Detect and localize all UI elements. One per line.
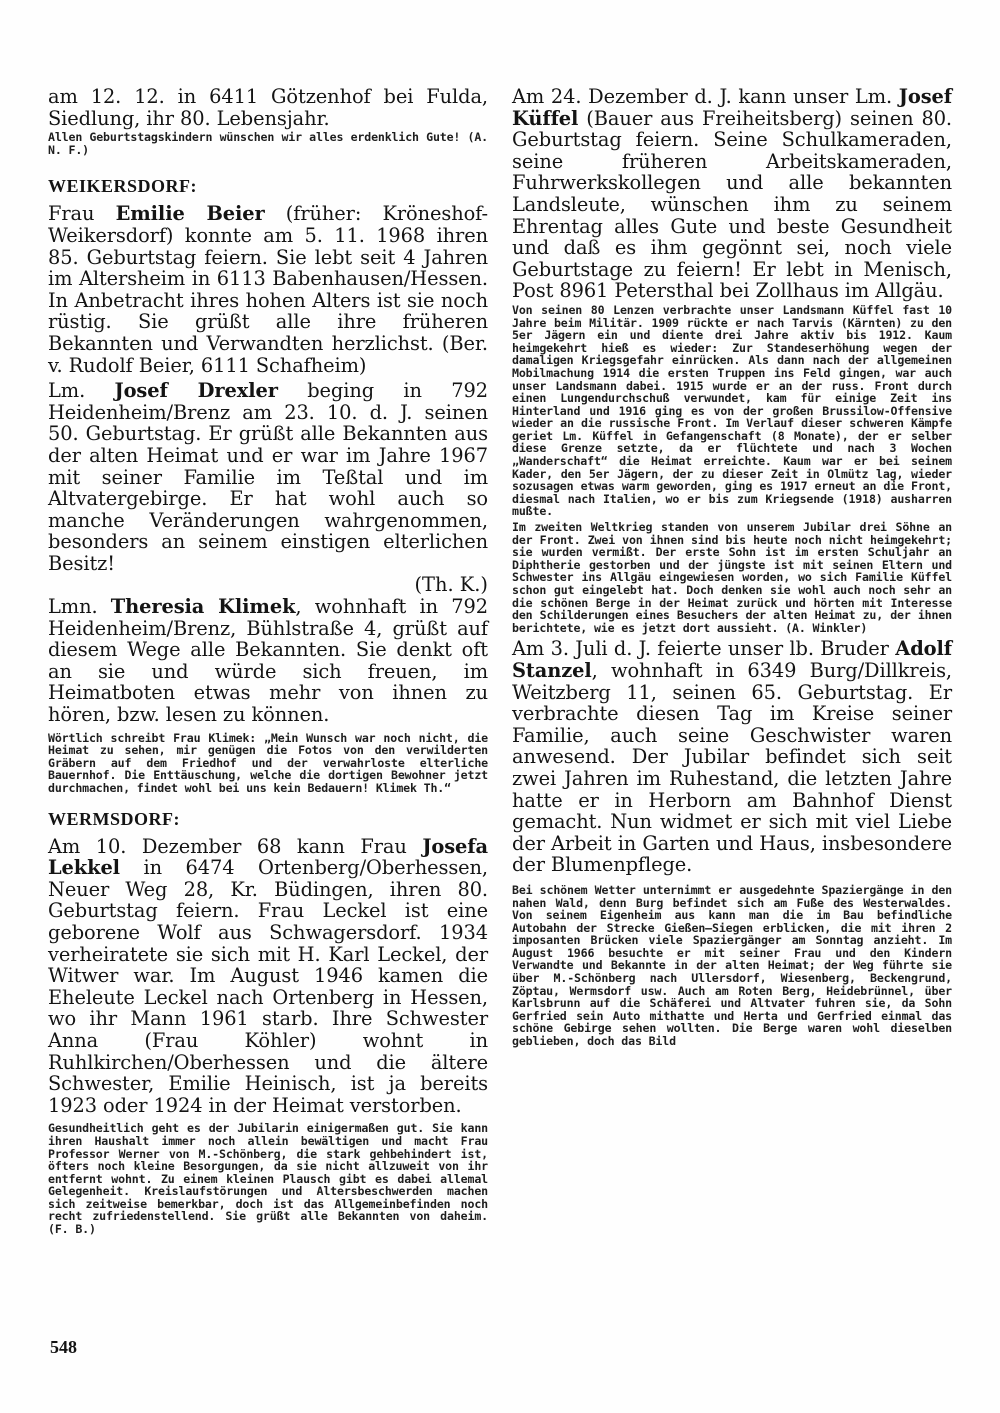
name-josef-drexler: Josef Drexler: [114, 379, 278, 403]
paragraph-josef-kueffel: Am 24. Dezember d. J. kann unser Lm. Josef Küffel (Bauer aus Freiheitsberg) seinen 80. Geburtstag feiern. Seine Schulkameraden, seine früheren Arbeitskameraden, Fuhrwerkskollegen und alle bekannten Landsleute, wünschen ihm zu seinem Ehrentag alles Gute und beste Gesundheit und daß es ihm gegönnt sei, noch viele Geburtstage zu feiern! Er lebt in Menisch, Post 8961 Petersthal bei Zollhaus im Allgäu.: [512, 85, 952, 303]
paragraph-gesundheit: Gesundheitlich geht es der Jubilarin einigermaßen gut. Sie kann ihren Haushalt immer noch allein bewältigen und macht Frau Professor Werner von M.-Schönberg, die stark gehbehindert ist, öfters noch kleine Besorgungen, da sie nicht allzuweit von ihr entfernt wohnt. Zu einem kleinen Plausch gibt es dabei allemal Gelegenheit. Kreislaufstörungen und Altersbeschwerden machen sich zeitweise bemerkbar, doch ist das Allgemeinbefinden noch recht zufriedenstellend. Sie grüßt alle Bekannten von daheim. (F. B.): [48, 1121, 488, 1237]
paragraph-goetzenhof: am 12. 12. in 6411 Götzenhof bei Fulda, Siedlung, ihr 80. Lebensjahr.: [48, 85, 488, 130]
right-column: [512, 86, 952, 1051]
paragraph-kueffel-military: Von seinen 80 Lenzen verbrachte unser Landsmann Küffel fast 10 Jahre beim Militär. 1909 rückte er nach Tarvis (Kärnten) zu den 5er Jägern ein und diente drei Jahre aktiv bis 1912. Kaum heimgekehrt hieß es wieder: Zur Standeserhöhung wegen der damaligen Kriegsgefahr einrücken. Als dann nach der allgemeinen Mobilmachung 1914 die ersten Truppen ins Feld gingen, war auch unser Landsmann dabei. 1915 wurde er an der russ. Front durch einen Lungendurchschuß verwundet, kam für einige Zeit ins Hinterland und 1916 ging es von der großen Brussilow-Offensive wieder an die russische Front. Im Verlauf dieser schweren Kämpfe geriet Lm. Küffel in Gefangenschaft (8 Monate), der er selber diese Grenze setzte, da er flüchtete und nach 3 Wochen „Wanderschaft“ die Heimat erreichte. Kaum war er bei seinem Kader, den 5er Jägern, der zu dieser Zeit in Olmütz lag, wieder sozusagen etwas warm geworden, ging es 1917 erneut an die Front, diesmal nach Italien, wo er bis zum Kriegsende (1918) ausharren mußte.: [512, 302, 952, 519]
page-number: 548: [50, 1337, 77, 1357]
paragraph-theresia-klimek: Lmn. Theresia Klimek, wohnhaft in 792 Heidenheim/Brenz, Bühlstraße 4, grüßt auf diesem Wege alle Bekannten. Sie denkt oft an sie und würde sich freuen, im Heimatboten etwas mehr von ihnen zu hören, bzw. lesen zu können.: [48, 595, 488, 727]
paragraph-kueffel-sons: Im zweiten Weltkrieg standen von unserem Jubilar drei Söhne an der Front. Zwei von ihnen sind bis heute noch nicht heimgekehrt; sie wurden vermißt. Der erste Sohn ist im ersten Schuljahr an Diphtherie gestorben und der jüngste ist mit seinen Eltern und Schwester ins Allgäu eingewiesen worden, wo sich Familie Küffel schon gut eingelebt hat. Doch denken sie wohl auch noch sehr an die schönen Berge in der Heimat zurück und hörten mit Interesse den Schilderungen eines Besuchers der alten Heimat zu, der ihnen berichtete, wie es jetzt dort aussieht. (A. Winkler): [512, 520, 952, 635]
paragraph-klimek-quote: Wörtlich schreibt Frau Klimek: „Mein Wunsch war noch nicht, die Heimat zu sehen, mir genügen die Fotos von den verwilderten Gräbern auf dem Friedhof und der verwahrloste elterliche Bauernhof. Die Enttäuschung, welche die dortigen Bewohner jetzt durchmachen, findet wohl bei uns kein Bedauern! Klimek Th.“: [48, 730, 488, 795]
name-emilie-beier: Emilie Beier: [115, 202, 265, 226]
name-josefa-lekkel: Josefa Lekkel: [48, 834, 488, 880]
heading-weikersdorf: WEIKERSDORF:: [48, 176, 198, 197]
paragraph-emilie-beier: Frau Emilie Beier (früher: Kröneshof-Weikersdorf) konnte am 5. 11. 1968 ihren 85. Geburtstag feiern. Sie lebt seit 4 Jahren im Altersheim in 6113 Babenhausen/Hessen. In Anbetracht ihres hohen Alters ist sie noch rüstig. Sie grüßt alle ihre früheren Bekannten und Verwandten herzlichst. (Ber. v. Rudolf Beier, 6111 Schafheim): [48, 202, 489, 377]
paragraph-josefa-lekkel: Am 10. Dezember 68 kann Frau Josefa Lekkel in 6474 Ortenberg/Oberhessen, Neuer Weg 28, Kr. Büdingen, ihren 80. Geburtstag feiern. Frau Leckel ist eine geborene Wolf aus Schwagersdorf. 1934 verheiratete sie sich mit H. Karl Leckel, der Witwer war. Im August 1946 kamen die Eheleute Leckel nach Ortenberg in Hessen, wo ihr Mann 1961 starb. Ihre Schwester Anna (Frau Köhler) wohnt in Ruhlkirchen/Oberhessen und die ältere Schwester, Emilie Heinisch, ist ja bereits 1923 oder 1924 in der Heimat verstorben.: [48, 834, 488, 1117]
paragraph-josef-drexler: Lm. Josef Drexler beging in 792 Heidenheim/Brenz am 23. 10. d. J. seinen 50. Geburtstag. Er grüßt alle Bekannten aus der alten Heimat und er war im Jahre 1967 mit seiner Familie im Teßtal und im Altvatergebirge. Er hat wohl auch so manche Veränderungen wahrgenommen, besonders an seinem einstigen elterlichen Besitz!: [48, 379, 488, 575]
left-column: [48, 86, 488, 1239]
name-theresia-klimek: Theresia Klimek: [110, 595, 296, 619]
heading-wermsdorf: WERMSDORF:: [48, 808, 180, 829]
paragraph-adolf-stanzel: Am 3. Juli d. J. feierte unser lb. Bruder Adolf Stanzel, wohnhaft in 6349 Burg/Dillkreis, Weitzberg 11, seinen 65. Geburtstag. Er verbrachte diesen Tag im Kreise seiner Familie, auch seine Geschwister waren anwesend. Der Jubilar befindet sich seit zwei Jahren im Ruhestand, die letzten Jahre hatte er in Herborn am Bahnhof Dienst gemacht. Nun widmet er sich mit viel Liebe der Arbeit in Garten und Haus, insbesondere der Blumenpflege.: [512, 637, 952, 877]
signature-th-k: (Th. K.): [414, 573, 488, 597]
name-josef-kueffel: Josef Küffel: [512, 85, 952, 130]
paragraph-wishes: Allen Geburtstagskindern wünschen wir alles erdenklich Gute! (A. N. F.): [48, 130, 488, 157]
paragraph-stanzel-walks: Bei schönem Wetter unternimmt er ausgedehnte Spaziergänge in den nahen Wald, denn Burg befindet sich am Fuße des Westerwaldes. Von seinem Eigenheim aus kann man die im Bau befindliche Autobahn der Strecke Gießen—Siegen erblicken, die mit ihren 2 imposanten Brücken viele Spaziergänger am Sonntag anzieht. Im August 1966 besuchte er mit seiner Frau und den Kindern Verwandte und Bekannte in der alten Heimat; der Weg führte sie über M.-Schönberg nach Ullersdorf, Wiesenberg, Beckengrund, Zöptau, Wermsdorf usw. Auch am Roten Berg, Heidebrünnel, über Karlsbrunn auf die Schäferei und Altvater fuhren sie, da Sohn Gerfried sein Auto mithatte und Herta und Gerfried einmal das schöne Gebirge sehen wollten. Die Berge waren wohl dieselben geblieben, doch das Bild: [512, 882, 952, 1049]
name-adolf-stanzel: Adolf Stanzel: [512, 637, 952, 682]
